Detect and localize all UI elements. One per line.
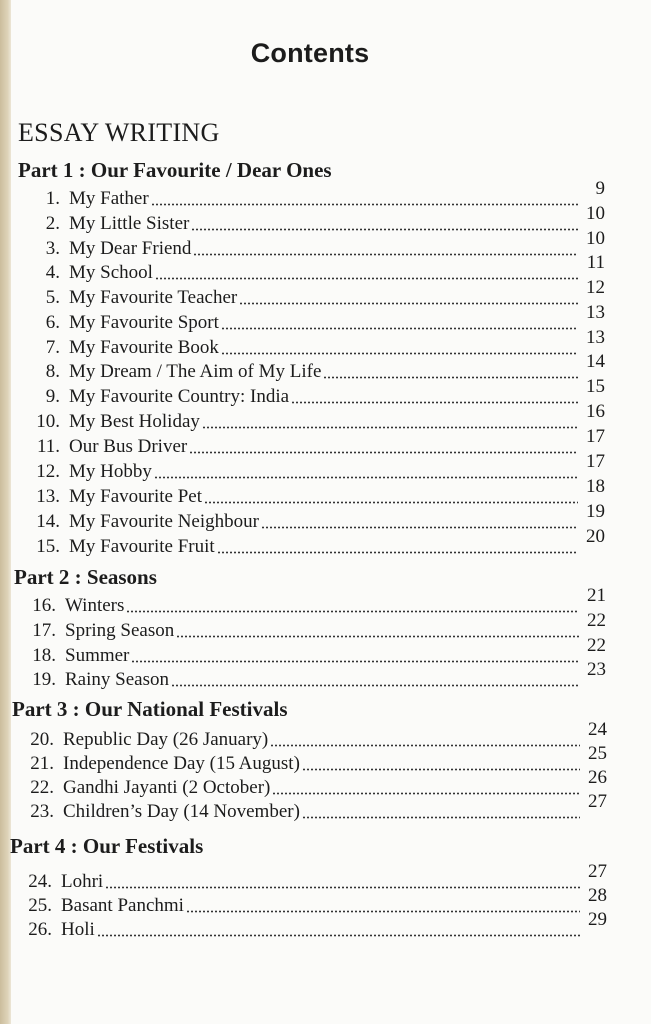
toc-page: 17 [586,426,605,447]
toc-title: Winters [65,595,125,616]
toc-number: 26. [28,919,52,940]
dot-leader [302,816,580,819]
toc-number: 2. [45,213,60,234]
toc-title: My Dream / The Aim of My Life [69,361,322,382]
dot-leader [217,551,578,554]
toc-title: Spring Season [65,620,175,641]
toc-title: My Favourite Fruit [69,536,215,557]
toc-row[interactable] [22,885,607,917]
dot-leader [126,610,579,613]
toc-page: 25 [588,743,607,764]
part-heading: Part 3 : Our National Festivals [12,697,288,721]
toc-number: 15. [36,536,60,557]
toc-number: 3. [45,238,60,259]
toc-number: 23. [30,801,54,822]
page-title: Contents [250,38,370,68]
toc-page: 9 [595,178,605,199]
toc-title: Independence Day (15 August) [63,753,300,774]
toc-title: My Favourite Neighbour [69,511,259,532]
dot-leader [239,302,578,305]
toc-title: Republic Day (26 January) [63,729,269,750]
toc-number: 24. [28,871,52,892]
toc-row[interactable] [30,526,605,558]
dot-leader [270,744,580,747]
toc-page: 14 [586,351,605,372]
toc-page: 13 [586,327,605,348]
toc-title: My Hobby [69,461,152,482]
toc-row[interactable] [30,476,605,508]
toc-row[interactable] [26,610,606,642]
toc-page: 10 [586,228,605,249]
dot-leader [186,910,580,913]
toc-title: My Father [69,188,149,209]
toc-title: My School [69,262,153,283]
toc-page: 28 [588,885,607,906]
toc-number: 1. [45,188,60,209]
toc-row[interactable] [26,585,606,617]
dot-leader [191,228,578,231]
toc-page: 29 [588,909,607,930]
toc-row[interactable] [24,767,607,799]
dot-leader [189,451,578,454]
toc-row[interactable] [30,376,605,408]
part-heading: Part 1 : Our Favourite / Dear Ones [18,158,332,182]
toc-number: 25. [28,895,52,916]
dot-leader [204,501,578,504]
toc-row[interactable] [30,178,605,210]
toc-page: 13 [586,302,605,323]
toc-title: Lohri [61,871,104,892]
toc-row[interactable] [30,228,605,260]
toc-number: 21. [30,753,54,774]
toc-number: 20. [30,729,54,750]
toc-row[interactable] [30,426,605,458]
toc-page: 27 [588,791,607,812]
toc-row[interactable] [30,203,605,235]
dot-leader [221,327,578,330]
toc-title: My Best Holiday [69,411,200,432]
part-heading: Part 4 : Our Festivals [10,834,204,858]
dot-leader [221,352,578,355]
toc-page: 27 [588,861,607,882]
part-heading: Part 2 : Seasons [14,565,157,589]
toc-page: 12 [586,277,605,298]
toc-page: 16 [586,401,605,422]
dot-leader [202,426,578,429]
toc-title: My Favourite Country: India [69,386,290,407]
toc-page: 10 [586,203,605,224]
dot-leader [154,476,578,479]
dot-leader [151,203,578,206]
dot-leader [291,401,578,404]
section-heading: ESSAY WRITING [18,118,220,147]
page-binding-edge [0,0,11,1024]
toc-row[interactable] [30,327,605,359]
dot-leader [272,792,580,795]
dot-leader [193,253,578,256]
toc-title: Holi [61,919,95,940]
dot-leader [261,526,578,529]
toc-number: 14. [36,511,60,532]
toc-number: 11. [36,436,60,457]
toc-row[interactable] [30,252,605,284]
toc-page: 19 [586,501,605,522]
toc-number: 8. [45,361,60,382]
toc-number: 7. [45,337,60,358]
toc-row[interactable] [30,401,605,433]
toc-page: 21 [587,585,606,606]
toc-title: Our Bus Driver [69,436,188,457]
toc-page: 24 [588,719,607,740]
toc-page: 11 [586,252,605,273]
toc-title: Summer [65,645,130,666]
toc-page: 22 [587,635,606,656]
toc-row[interactable] [22,909,607,941]
toc-row[interactable] [30,451,605,483]
toc-number: 16. [32,595,56,616]
toc-row[interactable] [24,791,607,823]
toc-title: My Favourite Sport [69,312,219,333]
toc-number: 10. [36,411,60,432]
toc-row[interactable] [24,719,607,751]
toc-number: 12. [36,461,60,482]
dot-leader [171,684,579,687]
toc-title: Rainy Season [65,669,169,690]
toc-row[interactable] [30,501,605,533]
dot-leader [155,277,578,280]
dot-leader [302,768,580,771]
toc-number: 13. [36,486,60,507]
toc-row[interactable] [30,277,605,309]
toc-title: Gandhi Jayanti (2 October) [63,777,271,798]
toc-number: 6. [45,312,60,333]
toc-title: My Favourite Book [69,337,219,358]
toc-title: My Little Sister [69,213,190,234]
toc-number: 19. [32,669,56,690]
toc-number: 22. [30,777,54,798]
toc-row[interactable] [22,861,607,893]
dot-leader [97,934,580,937]
dot-leader [131,660,579,663]
toc-page: 23 [587,659,606,680]
toc-title: Children’s Day (14 November) [63,801,300,822]
toc-title: Basant Panchmi [61,895,184,916]
dot-leader [105,886,580,889]
toc-row[interactable] [24,743,607,775]
toc-page: 18 [586,476,605,497]
toc-page: 26 [588,767,607,788]
toc-number: 17. [32,620,56,641]
toc-number: 4. [45,262,60,283]
toc-number: 18. [32,645,56,666]
toc-page: 22 [587,610,606,631]
toc-row[interactable] [30,302,605,334]
toc-page: 20 [586,526,605,547]
toc-page: 15 [586,376,605,397]
toc-row[interactable] [26,659,606,691]
toc-title: My Dear Friend [69,238,192,259]
toc-row[interactable] [30,351,605,383]
dot-leader [323,376,578,379]
dot-leader [176,635,579,638]
toc-row[interactable] [26,635,606,667]
toc-number: 9. [45,386,60,407]
toc-title: My Favourite Teacher [69,287,238,308]
toc-page: 17 [586,451,605,472]
toc-number: 5. [45,287,60,308]
toc-title: My Favourite Pet [69,486,202,507]
